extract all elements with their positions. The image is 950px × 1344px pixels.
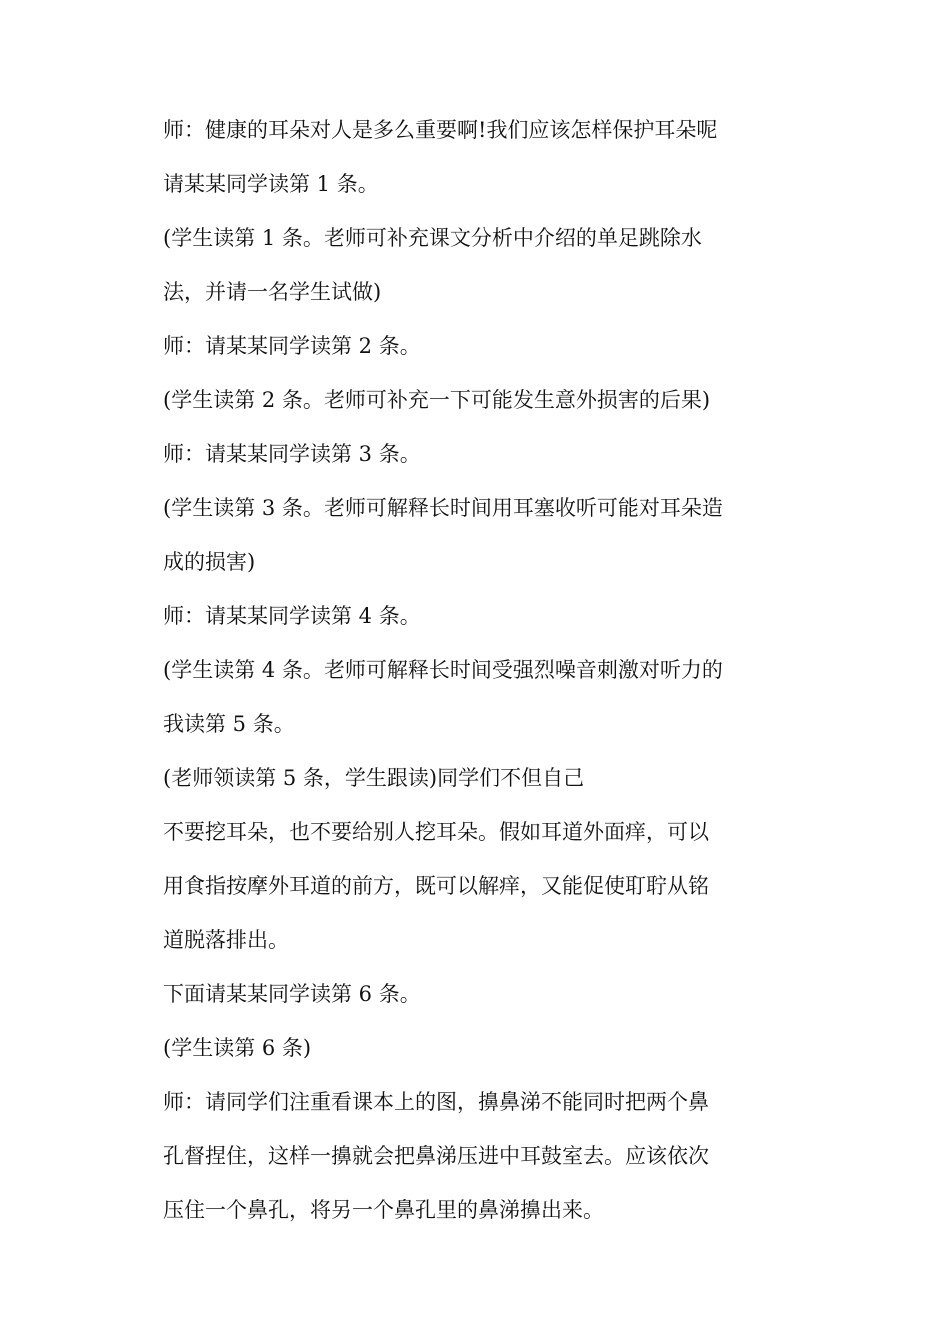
text-line: 请某某同学读第 1 条。	[163, 172, 379, 196]
text-line: (学生读第 6 条)	[163, 1036, 312, 1060]
text-line: 用食指按摩外耳道的前方，既可以解痒，又能促使耵聍从铭	[163, 874, 709, 898]
text-line: 孔督捏住，这样一擤就会把鼻涕压进中耳鼓室去。应该依次	[163, 1144, 709, 1168]
text-line: 道脱落排出。	[163, 928, 289, 952]
text-line: 我读第 5 条。	[163, 712, 295, 736]
text-line: 不要挖耳朵，也不要给别人挖耳朵。假如耳道外面痒，可以	[163, 820, 709, 844]
text-line: (学生读第 4 条。老师可解释长时间受强烈噪音刺激对听力的	[163, 658, 723, 682]
text-line: (学生读第 3 条。老师可解释长时间用耳塞收听可能对耳朵造	[163, 496, 723, 520]
text-line: 师：请某某同学读第 2 条。	[163, 334, 421, 358]
text-line: (老师领读第 5 条，学生跟读)同学们不但自己	[163, 766, 585, 790]
text-line: 师：请同学们注重看课本上的图，擤鼻涕不能同时把两个鼻	[163, 1090, 709, 1114]
text-line: (学生读第 1 条。老师可补充课文分析中介绍的单足跳除水	[163, 226, 702, 250]
text-line: 师：请某某同学读第 4 条。	[163, 604, 421, 628]
text-line: 师：健康的耳朵对人是多么重要啊!我们应该怎样保护耳朵呢	[163, 118, 718, 142]
text-line: 法，并请一名学生试做)	[163, 280, 382, 304]
text-line: (学生读第 2 条。老师可补充一下可能发生意外损害的后果)	[163, 388, 711, 412]
text-line: 师：请某某同学读第 3 条。	[163, 442, 421, 466]
text-line: 压住一个鼻孔，将另一个鼻孔里的鼻涕擤出来。	[163, 1198, 604, 1222]
text-line: 成的损害)	[163, 550, 256, 574]
text-line: 下面请某某同学读第 6 条。	[163, 982, 421, 1006]
